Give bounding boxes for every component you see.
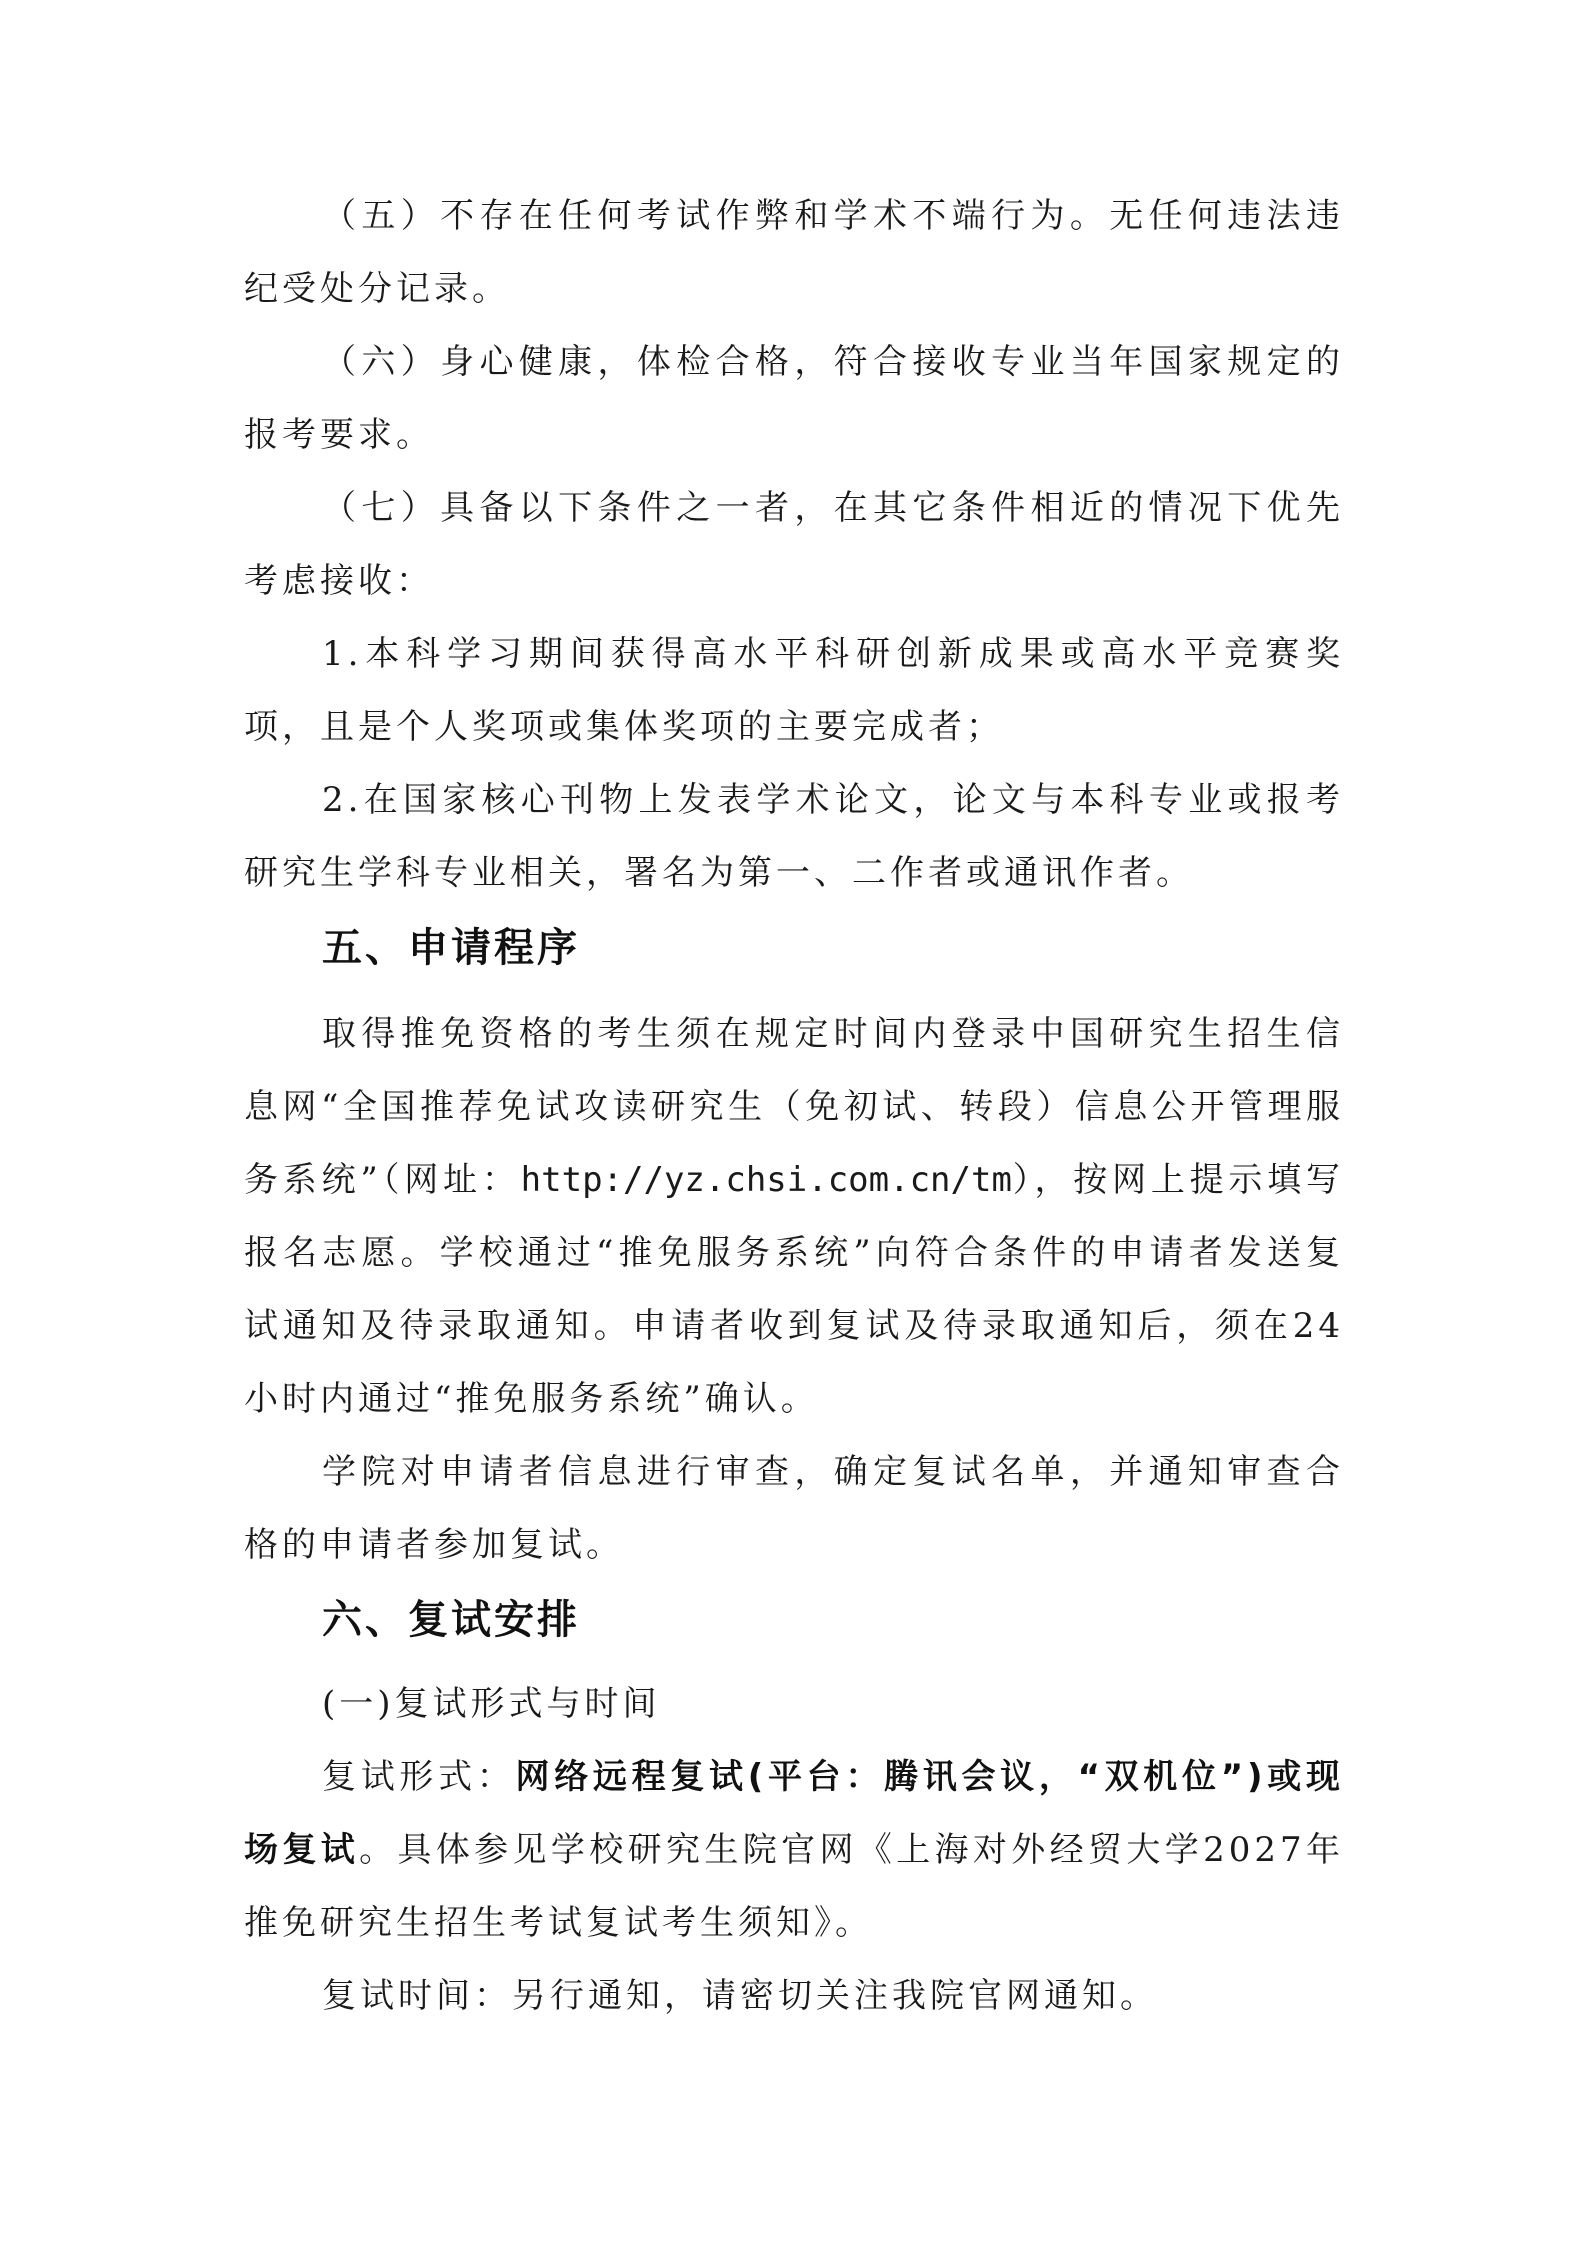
section-6-heading: 六、复试安排 (322, 1597, 580, 1643)
condition-item-7: （七）具备以下条件之一者，在其它条件相近的情况下优先考虑接收： (244, 488, 1344, 601)
interview-form-details: 。具体参见学校研究生院官网《上海对外经贸大学2027年推免研究生招生考试复试考生须知》。 (244, 1830, 1344, 1943)
section-6-subheading-1: (一)复试形式与时间 (322, 1684, 661, 1724)
registration-url: http://yz.chsi.com.cn/tm (520, 1160, 1012, 1200)
section-5-paragraph-1-text: 取得推免资格的考生须在规定时间内登录中国研究生招生信息网“全国推荐免试攻读研究生（免初试、转段）信息公开管理服务系统”（网址： (244, 1014, 1344, 1200)
interview-time-paragraph: 复试时间：另行通知，请密切关注我院官网通知。 (322, 1976, 1158, 2016)
condition-item-7-1: 1.本科学习期间获得高水平科研创新成果或高水平竞赛奖项，且是个人奖项或集体奖项的主要完成者； (244, 634, 1344, 747)
section-5-paragraph-1-rest: ），按网上提示填写报名志愿。学校通过“推免服务系统”向符合条件的申请者发送复试通知及待录取通知。申请者收到复试及待录取通知后，须在24小时内通过“推免服务系统”确认。 (244, 1160, 1344, 1419)
condition-item-5: （五）不存在任何考试作弊和学术不端行为。无任何违法违纪受处分记录。 (244, 196, 1344, 309)
interview-form-label: 复试形式： (322, 1757, 516, 1797)
condition-item-7-2: 2.在国家核心刊物上发表学术论文，论文与本科专业或报考研究生学科专业相关，署名为第一、二作者或通讯作者。 (244, 780, 1344, 893)
section-5-paragraph-1 (244, 998, 1344, 1436)
section-5-heading: 五、申请程序 (322, 925, 580, 971)
section-5-paragraph-2: 学院对申请者信息进行审查，确定复试名单，并通知审查合格的申请者参加复试。 (244, 1452, 1344, 1565)
condition-item-6: （六）身心健康，体检合格，符合接收专业当年国家规定的报考要求。 (244, 342, 1344, 455)
interview-form-mode: 网络远程复试(平台：腾讯会议，“双机位”)或现场复试 (244, 1757, 1344, 1870)
interview-form-paragraph (244, 1741, 1344, 1960)
